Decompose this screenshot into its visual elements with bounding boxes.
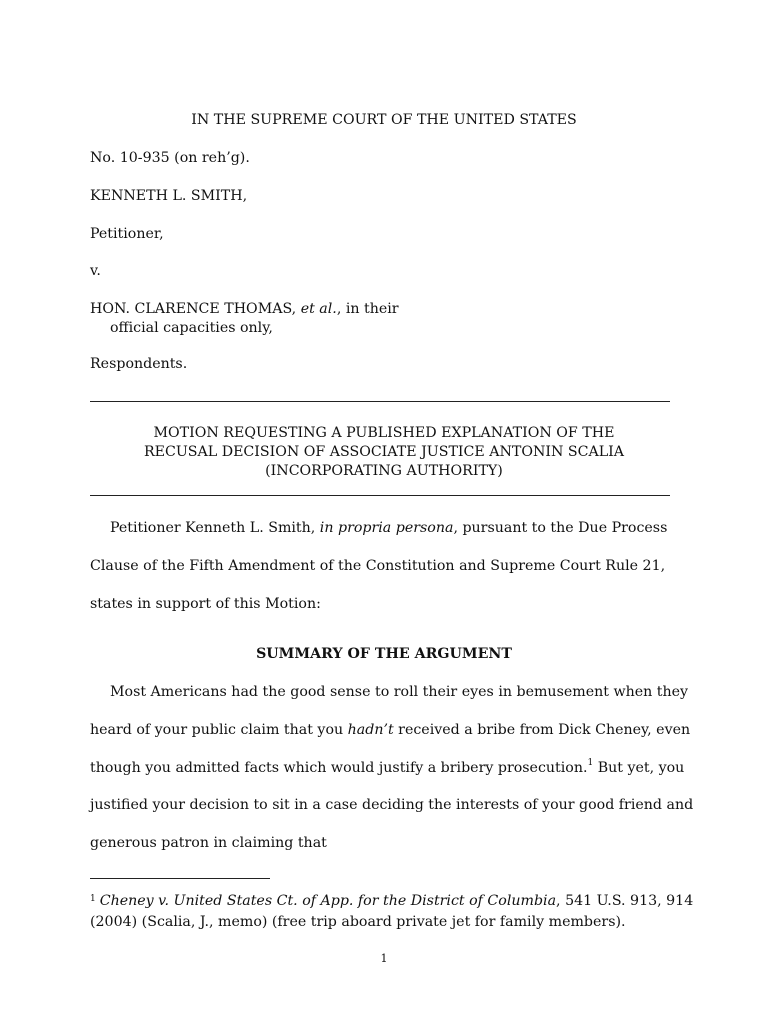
intro-propria-persona: in propria persona <box>319 520 454 536</box>
respondent-name-line <box>90 301 399 317</box>
intro-text: Petitioner Kenneth L. Smith, <box>110 520 320 536</box>
intro-line-3: states in support of this Motion: <box>90 596 321 612</box>
motion-title-line-1: MOTION REQUESTING A PUBLISHED EXPLANATION OF THE <box>153 425 615 441</box>
summary-line-5: generous patron in claiming that <box>90 835 327 851</box>
footnote-separator <box>90 878 270 879</box>
intro-line-2: Clause of the Fifth Amendment of the Constitution and Supreme Court Rule 21, <box>90 558 666 574</box>
summary-text-tail: received a bribe from Dick Cheney, even <box>393 722 691 738</box>
footnote-case-name: Cheney v. United States Ct. of App. for the District of Columbia <box>99 893 557 909</box>
intro-text-tail: , pursuant to the Due Process <box>453 520 668 536</box>
versus-label: v. <box>90 263 101 279</box>
motion-title-line-3: (INCORPORATING AUTHORITY) <box>265 463 503 479</box>
summary-heading: SUMMARY OF THE ARGUMENT <box>256 646 512 662</box>
motion-title-line-2: RECUSAL DECISION OF ASSOCIATE JUSTICE ANTONIN SCALIA <box>143 444 625 460</box>
footnote-line-2: (2004) (Scalia, J., memo) (free trip aboard private jet for family members). <box>90 914 626 930</box>
court-name: IN THE SUPREME COURT OF THE UNITED STATES <box>191 112 577 128</box>
respondent-name-tail: , in their <box>336 301 399 317</box>
page-number: 1 <box>380 952 388 965</box>
summary-line-4: justified your decision to sit in a case deciding the interests of your good friend and <box>90 797 694 813</box>
footnote-citation: , 541 U.S. 913, 914 <box>556 893 694 909</box>
summary-hadnt: hadn’t <box>347 722 394 738</box>
caption-divider-bottom <box>90 495 670 496</box>
footnote-mark: 1 <box>90 894 96 904</box>
petitioner-name: KENNETH L. SMITH, <box>90 188 248 204</box>
respondent-label: Respondents. <box>90 356 188 372</box>
respondent-etal: et al. <box>300 301 337 317</box>
summary-text: though you admitted facts which would justify a bribery prosecution. <box>90 760 588 776</box>
summary-text: heard of your public claim that you <box>90 722 348 738</box>
respondent-name: HON. CLARENCE THOMAS, <box>90 301 301 317</box>
summary-line-3 <box>90 760 684 776</box>
petitioner-label: Petitioner, <box>90 226 164 242</box>
summary-line-1: Most Americans had the good sense to roll their eyes in bemusement when they <box>110 684 689 700</box>
respondent-capacity: official capacities only, <box>110 320 273 336</box>
summary-line-2 <box>90 722 690 738</box>
summary-text-tail: But yet, you <box>593 760 685 776</box>
intro-line-1 <box>110 520 667 536</box>
footnote-line-1 <box>90 893 693 909</box>
footnote-reference[interactable]: 1 <box>587 758 594 768</box>
caption-divider-top <box>90 401 670 402</box>
docket-number: No. 10-935 (on reh’g). <box>90 150 250 166</box>
